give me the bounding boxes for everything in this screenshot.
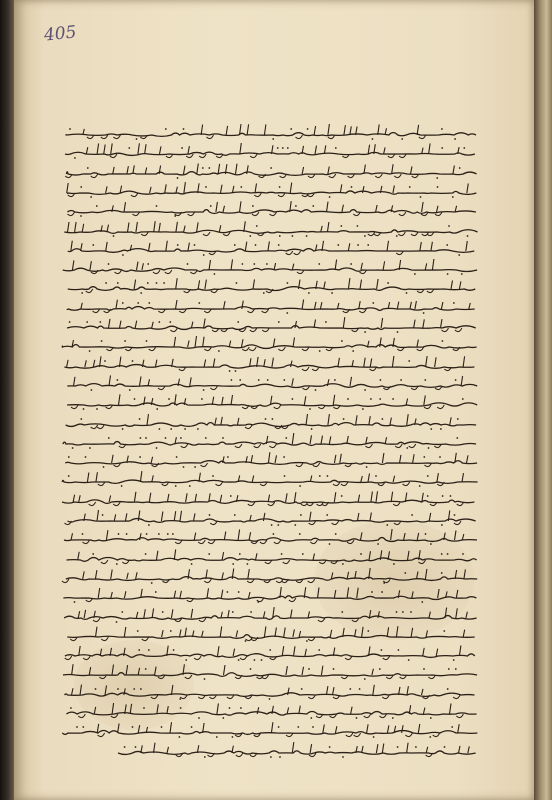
- manuscript-line: [58, 624, 482, 644]
- manuscript-line: [58, 219, 482, 239]
- manuscript-line: [58, 469, 482, 489]
- manuscript-line: [58, 392, 482, 412]
- manuscript-line: [58, 199, 482, 219]
- manuscript-line: [58, 180, 482, 200]
- manuscript-line: [58, 605, 482, 625]
- manuscript-line: [58, 412, 482, 432]
- manuscript-line: [58, 585, 482, 605]
- manuscript-line: [58, 740, 482, 760]
- manuscript-line: [58, 354, 482, 374]
- manuscript-line: [58, 238, 482, 258]
- manuscript-line: [58, 141, 482, 161]
- manuscript-line: [58, 508, 482, 528]
- manuscript-line: [58, 701, 482, 721]
- manuscript-line: [58, 450, 482, 470]
- manuscript-line: [58, 315, 482, 335]
- manuscript-line: [58, 334, 482, 354]
- manuscript-line: [58, 431, 482, 451]
- manuscript-line: [58, 643, 482, 663]
- manuscript-line: [58, 682, 482, 702]
- facing-page-edge: [0, 0, 14, 800]
- manuscript-line: [58, 662, 482, 682]
- manuscript-line: [58, 161, 482, 181]
- manuscript-line: [58, 257, 482, 277]
- manuscript-line: [58, 547, 482, 567]
- manuscript-line: [58, 527, 482, 547]
- manuscript-line: [58, 489, 482, 509]
- manuscript-line: [58, 566, 482, 586]
- folio-number: 405: [43, 22, 78, 46]
- manuscript-line: [58, 122, 482, 142]
- manuscript-line: [58, 720, 482, 740]
- manuscript-line: [58, 296, 482, 316]
- manuscript-line: [58, 276, 482, 296]
- handwritten-text-block: [58, 122, 482, 758]
- manuscript-line: [58, 373, 482, 393]
- binding-gutter: [534, 0, 552, 800]
